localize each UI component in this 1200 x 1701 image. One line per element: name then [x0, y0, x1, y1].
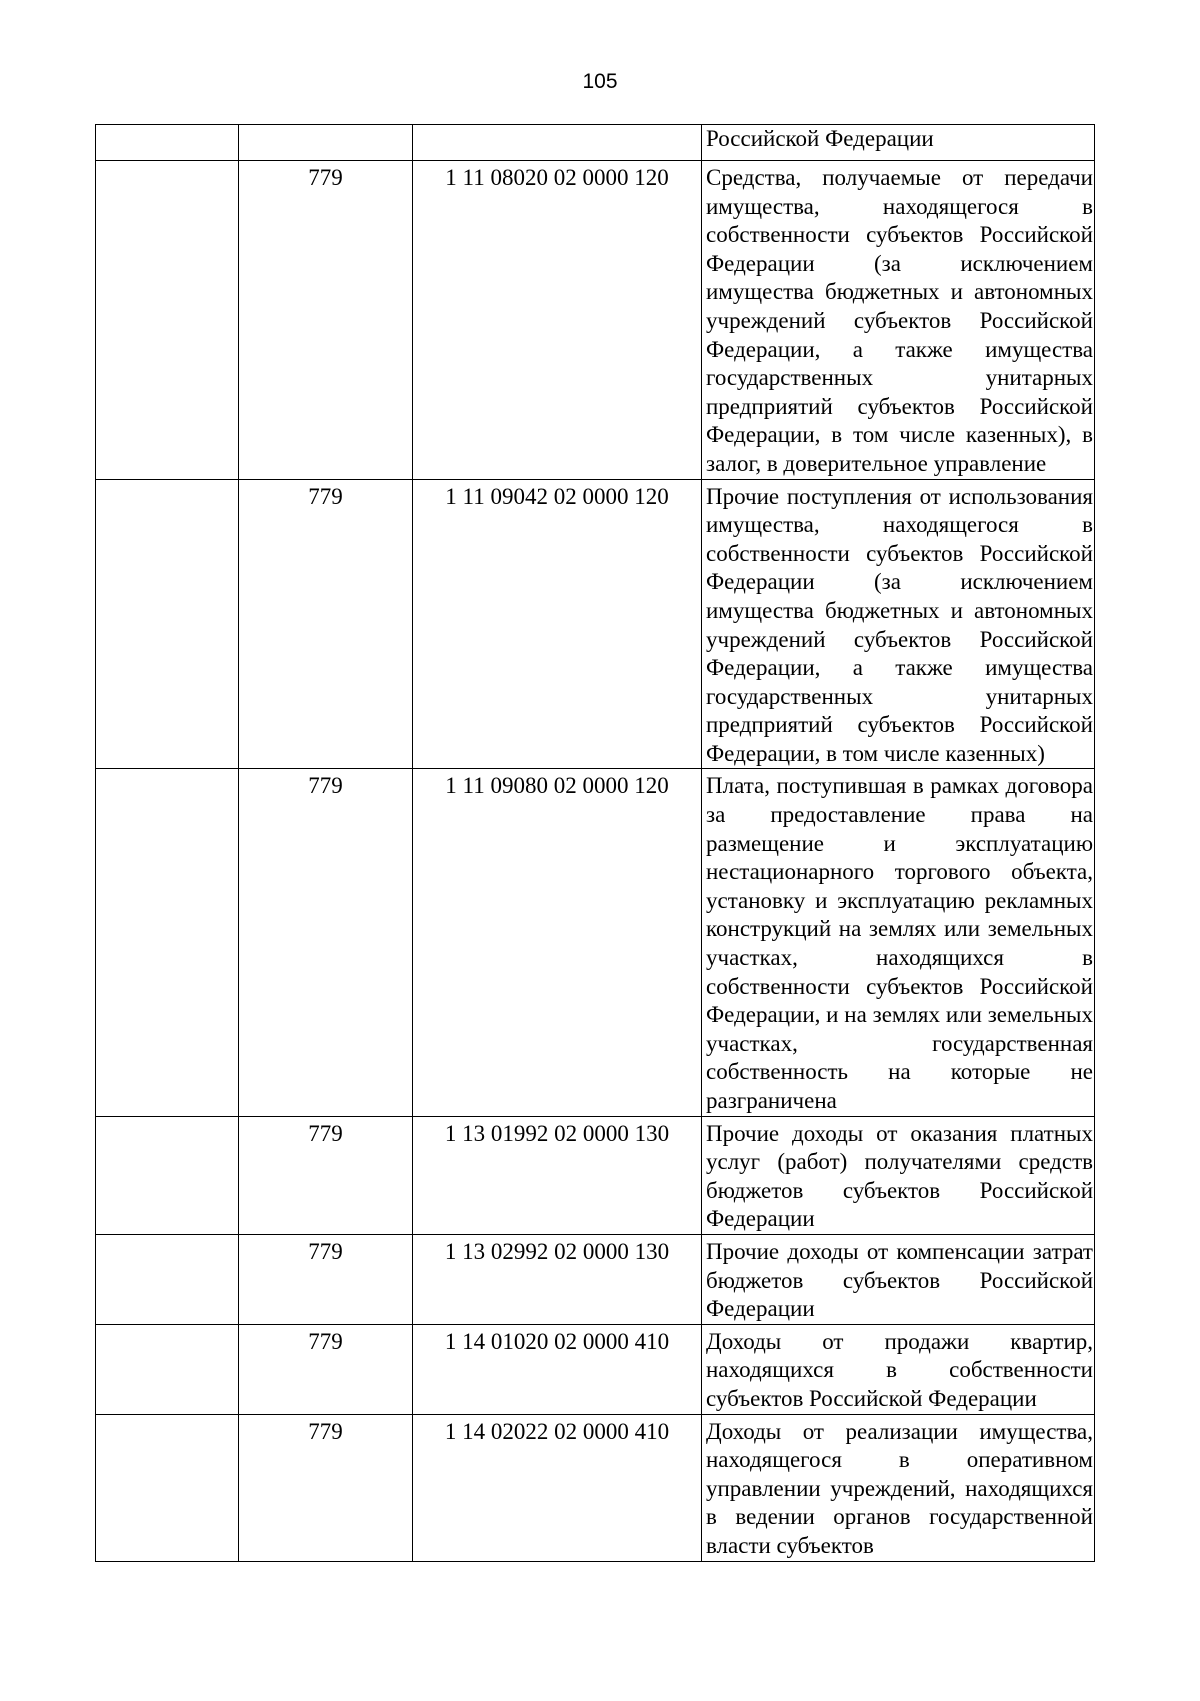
empty-cell: [96, 125, 239, 161]
admin-code-cell: 779: [239, 161, 413, 480]
revenue-name-cell: Доходы от продажи квартир, находящихся в собственности субъектов Российской Федерации: [702, 1324, 1095, 1414]
table-row: [96, 1234, 1095, 1324]
budget-code-cell: 1 11 09080 02 0000 120: [413, 769, 702, 1116]
table-row: [96, 125, 1095, 161]
empty-cell: [96, 479, 239, 769]
budget-code-cell: 1 13 01992 02 0000 130: [413, 1116, 702, 1234]
revenue-name-cell: Прочие доходы от оказания платных услуг (работ) получателями средств бюджетов субъектов Российской Федерации: [702, 1116, 1095, 1234]
admin-code-cell: 779: [239, 1414, 413, 1561]
budget-code-cell: [413, 125, 702, 161]
revenue-name-cell: Прочие поступления от использования имущества, находящегося в собственности субъектов Российской Федерации (за исключением имущества бюджетных и автономных учреждений субъектов Российской Федерации, а также имущества государственных унитарных предприятий субъектов Российской Федерации, в том числе казенных): [702, 479, 1095, 769]
revenue-name-cell: Российской Федерации: [702, 125, 1095, 161]
revenue-name-cell: Средства, получаемые от передачи имущества, находящегося в собственности субъектов Российской Федерации (за исключением имущества бюджетных и автономных учреждений субъектов Российской Федерации, а также имущества государственных унитарных предприятий субъектов Российской Федерации, в том числе казенных), в залог, в доверительное управление: [702, 161, 1095, 480]
revenue-name-cell: Доходы от реализации имущества, находящегося в оперативном управлении учреждений, находящихся в ведении органов государственной власти субъектов: [702, 1414, 1095, 1561]
table-row: [96, 769, 1095, 1116]
revenue-name-cell: Плата, поступившая в рамках договора за предоставление права на размещение и эксплуатацию нестационарного торгового объекта, установку и эксплуатацию рекламных конструкций на землях или земельных участках, находящихся в собственности субъектов Российской Федерации, и на землях или земельных участках, государственная собственность на которые не разграничена: [702, 769, 1095, 1116]
admin-code-cell: 779: [239, 1234, 413, 1324]
empty-cell: [96, 161, 239, 480]
empty-cell: [96, 769, 239, 1116]
table-row: [96, 161, 1095, 480]
empty-cell: [96, 1234, 239, 1324]
admin-code-cell: 779: [239, 1116, 413, 1234]
revenue-codes-table: [95, 124, 1095, 1562]
admin-code-cell: 779: [239, 769, 413, 1116]
budget-code-cell: 1 13 02992 02 0000 130: [413, 1234, 702, 1324]
table-row: [96, 479, 1095, 769]
budget-code-cell: 1 11 09042 02 0000 120: [413, 479, 702, 769]
budget-code-cell: 1 11 08020 02 0000 120: [413, 161, 702, 480]
admin-code-cell: 779: [239, 1324, 413, 1414]
empty-cell: [96, 1414, 239, 1561]
empty-cell: [96, 1116, 239, 1234]
empty-cell: [96, 1324, 239, 1414]
table-row: [96, 1324, 1095, 1414]
budget-code-cell: 1 14 01020 02 0000 410: [413, 1324, 702, 1414]
admin-code-cell: 779: [239, 479, 413, 769]
table-row: [96, 1116, 1095, 1234]
table-row: [96, 1414, 1095, 1561]
admin-code-cell: [239, 125, 413, 161]
budget-code-cell: 1 14 02022 02 0000 410: [413, 1414, 702, 1561]
page-number: 105: [582, 70, 618, 93]
revenue-name-cell: Прочие доходы от компенсации затрат бюджетов субъектов Российской Федерации: [702, 1234, 1095, 1324]
